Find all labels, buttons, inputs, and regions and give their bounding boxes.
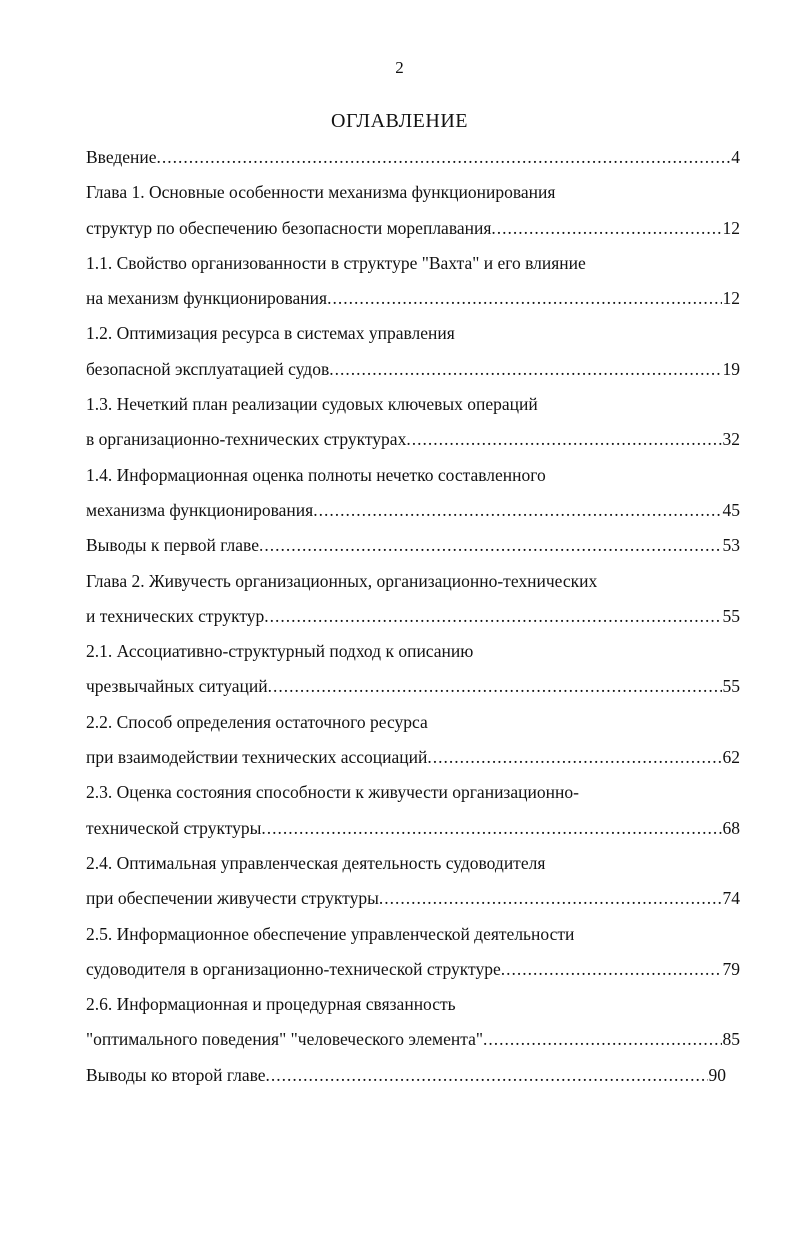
leader-dots [157,140,731,175]
toc-entry-intro[interactable] [86,140,740,175]
toc-entry-1-4[interactable]: 1.4. Информационная оценка полноты нечетко составленного [86,464,546,485]
toc-entry-2-4[interactable]: 2.4. Оптимальная управленческая деятельность судоводителя [86,852,546,873]
toc-page-number: 79 [722,958,740,979]
toc-entry-1-3[interactable]: 1.3. Нечеткий план реализации судовых ключевых операций [86,394,538,415]
leader-dots [329,352,721,387]
leader-dots [379,881,722,916]
leader-dots [483,1022,722,1057]
leader-dots [427,740,721,775]
leader-dots [268,669,722,704]
leader-dots [327,281,721,316]
table-of-contents [86,140,740,1093]
toc-entry-text: структур по обеспечению безопасности мореплавания [86,217,492,238]
toc-entry-1-1[interactable]: 1.1. Свойство организованности в структуре "Вахта" и его влияние [86,252,586,273]
toc-entry-chapter-1-cont[interactable] [86,211,740,246]
toc-entry-conclusions-1[interactable] [86,528,740,563]
toc-entry-1-1-cont[interactable] [86,281,740,316]
toc-page-number: 90 [708,1064,726,1085]
leader-dots [313,493,721,528]
toc-entry-chapter-1[interactable]: Глава 1. Основные особенности механизма функционирования [86,182,556,203]
toc-entry-text: при взаимодействии технических ассоциаций [86,747,428,768]
leader-dots [501,952,722,987]
toc-page-number: 19 [722,358,740,379]
toc-entry-text: безопасной эксплуатацией судов [86,358,330,379]
toc-entry-text: на механизм функционирования [86,288,328,309]
toc-page-number: 53 [722,535,740,556]
toc-entry-2-2[interactable]: 2.2. Способ определения остаточного ресурса [86,711,428,732]
toc-page-number: 4 [731,147,740,167]
toc-entry-text: Выводы ко второй главе [86,1064,266,1085]
toc-entry-text: Выводы к первой главе [86,535,259,556]
leader-dots [261,811,721,846]
toc-entry-1-3-cont[interactable] [86,422,740,457]
leader-dots [266,1058,708,1093]
toc-entry-2-3[interactable]: 2.3. Оценка состояния способности к живучести организационно- [86,782,579,803]
toc-entry-2-4-cont[interactable] [86,881,740,916]
toc-entry-2-3-cont[interactable] [86,811,740,846]
toc-page-number: 55 [722,605,740,626]
leader-dots [259,528,722,563]
toc-entry-2-5-cont[interactable] [86,952,740,987]
toc-entry-text: Введение [86,147,157,167]
toc-page-number: 85 [722,1029,740,1050]
toc-entry-text: при обеспечении живучести структуры [86,888,379,909]
toc-entry-1-2-cont[interactable] [86,352,740,387]
toc-entry-1-4-cont[interactable] [86,493,740,528]
leader-dots [264,599,721,634]
toc-entry-conclusions-2[interactable] [86,1058,726,1093]
toc-entry-chapter-2-cont[interactable] [86,599,740,634]
toc-entry-chapter-2[interactable]: Глава 2. Живучесть организационных, организационно-технических [86,570,598,591]
toc-entry-text: и технических структур [86,605,265,626]
toc-entry-text: в организационно-технических структурах [86,429,407,450]
leader-dots [406,422,721,457]
toc-entry-text: судоводителя в организационно-технической структуре [86,958,501,979]
toc-entry-2-1[interactable]: 2.1. Ассоциативно-структурный подход к описанию [86,641,474,662]
toc-entry-1-2[interactable]: 1.2. Оптимизация ресурса в системах управления [86,323,455,344]
toc-entry-text: механизма функционирования [86,499,314,520]
toc-page-number: 12 [722,217,740,238]
toc-page-number: 32 [722,429,740,450]
page-number: 2 [395,58,404,77]
toc-page-number: 12 [722,288,740,309]
toc-entry-text: технической структуры [86,817,262,838]
toc-page-number: 62 [722,747,740,768]
toc-page-number: 55 [722,676,740,697]
toc-entry-2-1-cont[interactable] [86,669,740,704]
toc-entry-2-5[interactable]: 2.5. Информационное обеспечение управленческой деятельности [86,923,575,944]
toc-entry-text: чрезвычайных ситуаций [86,676,268,697]
toc-page-number: 68 [722,817,740,838]
toc-entry-text: "оптимального поведения" "человеческого элемента" [86,1029,483,1050]
toc-entry-2-6-cont[interactable] [86,1022,740,1057]
toc-page-number: 74 [722,888,740,909]
toc-entry-2-2-cont[interactable] [86,740,740,775]
leader-dots [491,211,721,246]
toc-page-number: 45 [722,499,740,520]
toc-entry-2-6[interactable]: 2.6. Информационная и процедурная связанность [86,994,456,1015]
toc-title: ОГЛАВЛЕНИЕ [331,110,468,132]
